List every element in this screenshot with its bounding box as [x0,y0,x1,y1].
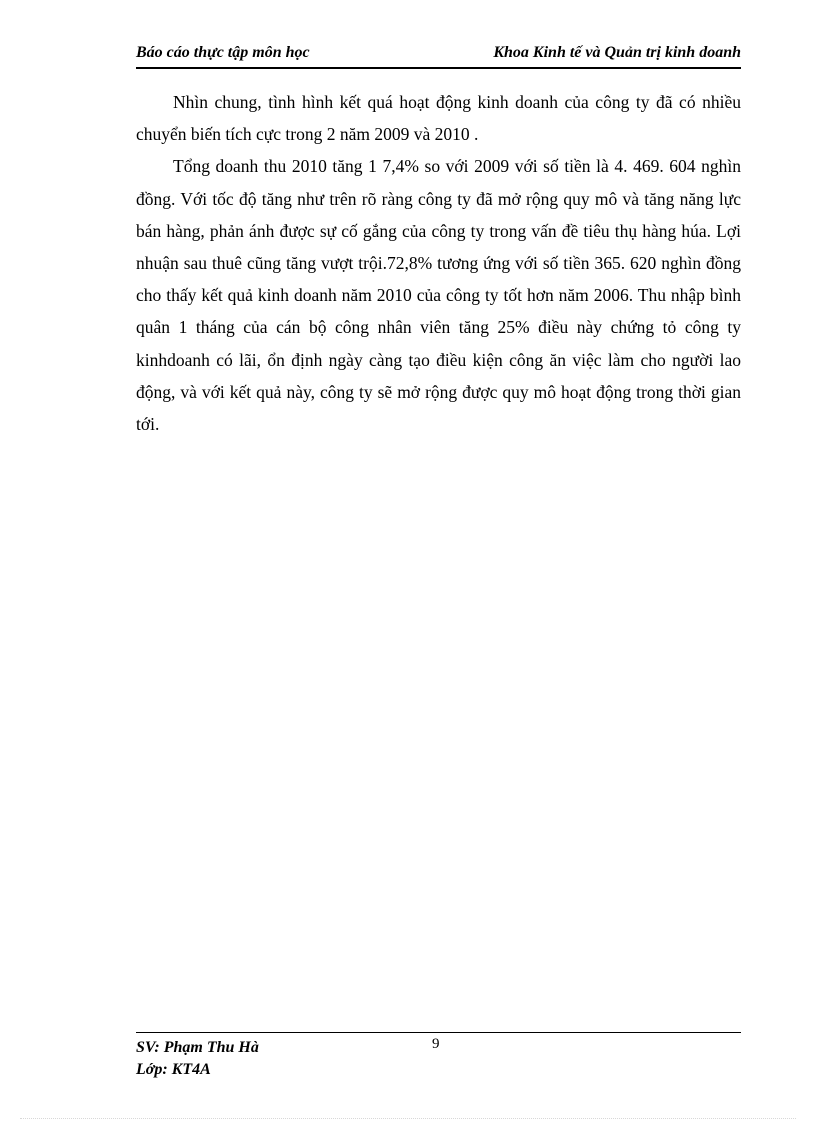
footer-divider [136,1032,741,1033]
class-name: Lớp: KT4A [136,1061,211,1078]
student-name: SV: Phạm Thu Hà [136,1039,259,1056]
report-title: Báo cáo thực tập môn học [136,44,310,61]
page-number: 9 [432,1036,440,1052]
page-footer [136,1037,259,1081]
page-edge-divider [20,1118,796,1119]
paragraph-summary: Nhìn chung, tình hình kết quá hoạt động kinh doanh của công ty đã có nhiều chuyển biến tích cực trong 2 năm 2009 và 2010 . [136,92,741,145]
page-header [136,44,741,66]
header-divider [136,67,741,69]
document-body [136,86,741,440]
paragraph-revenue: Tổng doanh thu 2010 tăng 1 7,4% so với 2009 với số tiền là 4. 469. 604 nghìn đồng. Với tốc độ tăng như trên rõ ràng công ty đã mở rộng quy mô và tăng năng lực bán hàng, phản ánh được sự cố gắng của công ty trong vấn đề tiêu thụ hàng húa. Lợi nhuận sau thuê cũng tăng vượt trội.72,8% tương ứng với số tiền 365. 620 nghìn đồng cho thấy kết quả kinh doanh năm 2010 của công ty tốt hơn năm 2006. Thu nhập bình quân 1 tháng của cán bộ công nhân viên tăng 25% điều này chứng tỏ công ty kinhdoanh có lãi, ổn định ngày càng tạo điều kiện công ăn việc làm cho người lao động, và với kết quả này, công ty sẽ mở rộng được quy mô hoạt động trong thời gian tới. [136,156,741,435]
faculty-name: Khoa Kinh tế và Quản trị kinh doanh [493,44,741,61]
